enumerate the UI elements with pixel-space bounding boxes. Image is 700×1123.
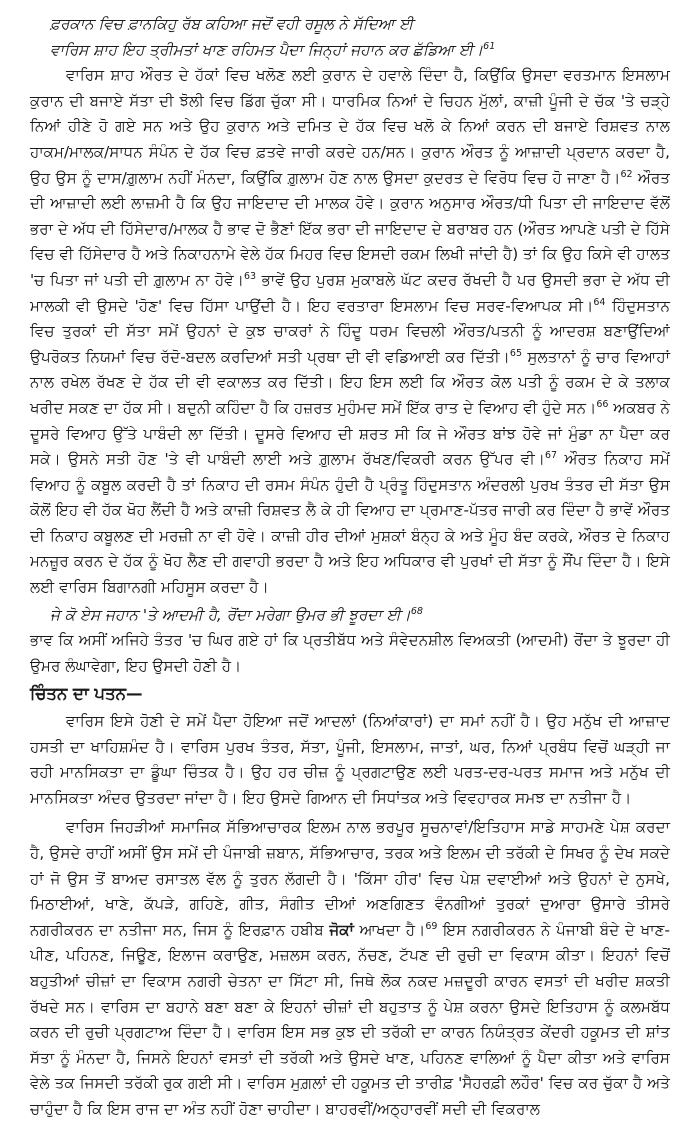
body-paragraph-3: ਵਾਰਿਸ ਇਸੇ ਹੋਣੀ ਦੇ ਸਮੇਂ ਪੈਦਾ ਹੋਇਆ ਜਦੋਂ ਆਦਲਾਂ (ਨਿਆਂਕਾਰਾਂ) ਦਾ ਸਮਾਂ ਨਹੀਂ ਹੈ। ਉਹ ਮਨੁੱਖ ਦੀ ਆਜ਼ਾਦ ਹਸਤੀ ਦਾ ਖਾਹਿਸ਼ਮੰਦ ਹੈ। ਵਾਰਿਸ ਪੁਰਖ ਤੰਤਰ, ਸੱਤਾ, ਪੂੰਜੀ, ਇਸਲਾਮ, ਜਾਤਾਂ, ਘਰ, ਨਿਆਂ ਪ੍ਰਬੰਧ ਵਿਚੋਂ ਘੜ੍ਹੀ ਜਾ ਰਹੀ ਮਾਨਸਿਕਤਾ ਦਾ ਡੂੰਘਾ ਚਿੰਤਕ ਹੈ। ਉਹ ਹਰ ਚੀਜ਼ ਨੂੰ ਪ੍ਰਗਟਾਉਣ ਲਈ ਪਰਤ-ਦਰ-ਪਰਤ ਸਮਾਜ ਅਤੇ ਮਨੁੱਖ ਦੀ ਮਾਨਸਿਕਤਾ ਅੰਦਰ ਉਤਰਦਾ ਜਾਂਦਾ ਹੈ। ਇਹ ਉਸਦੇ ਗਿਆਨ ਦੀ ਸਿਧਾਂਤਕ ਅਤੇ ਵਿਵਹਾਰਕ ਸਮਝ ਦਾ ਨਤੀਜਾ ਹੈ। [30, 712, 670, 807]
verse-block-1 [50, 12, 670, 63]
section-heading: ਚਿੰਤਨ ਦਾ ਪਤਨ— [30, 684, 143, 704]
footnote-ref[interactable]: 64 [593, 296, 606, 308]
footnote-ref[interactable]: 63 [243, 270, 257, 282]
bold-term: ਜੋਕਾਂ [329, 920, 354, 939]
verse-line: ਜੇ ਕੋ ਏਸ ਜਹਾਨ 'ਤੇ ਆਦਮੀ ਹੈ, ਰੋਂਦਾ ਮਰੇਗਾ ਉਮਰ ਭੀ ਝੂਰਦਾ ਈ। [50, 605, 411, 624]
footnote-ref[interactable]: 66 [596, 398, 609, 410]
body-paragraph-1: ਵਾਰਿਸ ਸ਼ਾਹ ਔਰਤ ਦੇ ਹੱਕਾਂ ਵਿਚ ਖਲੋਣ ਲਈ ਕੁਰਾਨ ਦੇ ਹਵਾਲੇ ਦਿੰਦਾ ਹੈ, ਕਿਉਂਕਿ ਉਸਦਾ ਵਰਤਮਾਨ ਇਸਲਾਮ ਕੁਰਾਨ ਦੀ ਬਜਾਏ ਸੱਤਾ ਦੀ ਝੋਲੀ ਵਿਚ ਡਿੱਗ ਚੁੱਕਾ ਸੀ। ਧਾਰਮਿਕ ਨਿਆਂ ਦੇ ਚਿਹਨ ਮੁੱਲਾਂ, ਕਾਜ਼ੀ ਪੂੰਜੀ ਦੇ ਚੱਕ 'ਤੇ ਚੜ੍ਹੇ ਨਿਆਂ ਹੀਣੇ ਹੋ ਗਏ ਸਨ ਅਤੇ ਉਹ ਕੁਰਾਨ ਅਤੇ ਦਮਿਤ ਦੇ ਹੱਕ ਵਿਚ ਖਲੋ ਕੇ ਨਿਆਂ ਕਰਨ ਦੀ ਬਜਾਏ ਰਿਸ਼ਵਤ ਨਾਲ ਹਾਕਮ/ਮਾਲਕ/ਸਾਧਨ ਸੰਪੰਨ ਦੇ ਹੱਕ ਵਿਚ ਫ਼ਤਵੇ ਜਾਰੀ ਕਰਦੇ ਹਨ/ਸਨ। ਕੁਰਾਨ ਔਰਤ ਨੂੰ ਆਜ਼ਾਦੀ ਪ੍ਰਦਾਨ ਕਰਦਾ ਹੈ, ਉਹ ਉਸ ਨੂੰ ਦਾਸ/ਗ਼ੁਲਾਮ ਨਹੀਂ ਮੰਨਦਾ, ਕਿਉਂਕਿ ਗ਼ੁਲਾਮ ਹੋਣ ਨਾਲ ਉਸਦਾ ਕੁਦਰਤ ਦੇ ਵਿਰੋਧ ਵਿਚ ਹੋ ਜਾਣਾ ਹੈ।$^{62}$ ਔਰਤ ਦੀ ਆਜ਼ਾਦੀ ਲਈ ਲਾਜ਼ਮੀ ਹੈ ਕਿ ਉਹ ਜਾਇਦਾਦ ਦੀ ਮਾਲਕ ਹੋਵੇ। ਕੁਰਾਨ ਅਨੁਸਾਰ ਔਰਤ/ਧੀ ਪਿਤਾ ਦੀ ਜਾਇਦਾਦ ਵੱਲੋਂ ਭਰਾ ਦੇ ਅੱਧ ਦੀ ਹਿੱਸੇਦਾਰ/ਮਾਲਕ ਹੈ ਭਾਵ ਦੋ ਭੈਣਾਂ ਇੱਕ ਭਰਾ ਦੀ ਜਾਇਦਾਦ ਦੇ ਬਰਾਬਰ ਹਨ (ਔਰਤ ਆਪਣੇ ਪਤੀ ਦੇ ਹਿੱਸੇ ਵਿਚ ਵੀ ਹਿੱਸੇਦਾਰ ਹੈ ਅਤੇ ਨਿਕਾਹਨਾਮੇ ਵੇਲੇ ਹੱਕ ਮਿਹਰ ਵਿਚ ਇਸਦੀ ਰਕਮ ਲਿਖੀ ਜਾਂਦੀ ਹੈ) ਤਾਂ ਕਿ ਉਹ ਕਿਸੇ ਵੀ ਹਾਲਤ 'ਚ ਪਿਤਾ ਜਾਂ ਪਤੀ ਦੀ ਗ਼ੁਲਾਮ ਨਾ ਹੋਵੇ।$^{63}$ ਭਾਵੇਂ ਉਹ ਪੁਰਸ਼ ਮੁਕਾਬਲੇ ਘੱਟ ਕਦਰ ਰੱਖਦੀ ਹੈ ਪਰ ਉਸਦੀ ਭਰਾ ਦੇ ਅੱਧ ਦੀ ਮਾਲਕੀ ਵੀ ਉਸਦੇ 'ਹੋਣ' ਵਿਚ ਹਿੱਸਾ ਪਾਉਂਦੀ ਹੈ। ਇਹ ਵਰਤਾਰਾ ਇਸਲਾਮ ਵਿਚ ਸਰਵ-ਵਿਆਪਕ ਸੀ।$^{64}$ ਹਿੰਦੁਸਤਾਨ ਵਿਚ ਤੁਰਕਾਂ ਦੀ ਸੱਤਾ ਸਮੇਂ ਉਹਨਾਂ ਦੇ ਕੁਝ ਚਾਕਰਾਂ ਨੇ ਹਿੰਦੂ ਧਰਮ ਵਿਚਲੀ ਔਰਤ/ਪਤਨੀ ਨੂੰ ਆਦਰਸ਼ ਬਣਾਉਂਦਿਆਂ ਉਪਰੋਕਤ ਨਿਯਮਾਂ ਵਿਚ ਰੱਦੋ-ਬਦਲ ਕਰਦਿਆਂ ਸਤੀ ਪ੍ਰਥਾ ਦੀ ਵੀ ਵਡਿਆਈ ਕਰ ਦਿੱਤੀ।$^{65}$ ਸੁਲਤਾਨਾਂ ਨੂੰ ਚਾਰ ਵਿਆਹਾਂ ਨਾਲ ਰਖੇਲ ਰੱਖਣ ਦੇ ਹੱਕ ਦੀ ਵੀ ਵਕਾਲਤ ਕਰ ਦਿੱਤੀ। ਇਹ ਇਸ ਲਈ ਕਿ ਔਰਤ ਕੋਲ ਪਤੀ ਨੂੰ ਰਕਮ ਦੇ ਕੇ ਤਲਾਕ ਖਰੀਦ ਸਕਣ ਦਾ ਹੱਕ ਸੀ। ਬਦੁਨੀ ਕਹਿੰਦਾ ਹੈ ਕਿ ਹਜ਼ਰਤ ਮੁਹੰਮਦ ਸਮੇਂ ਇੱਕ ਰਾਤ ਦੇ ਵਿਆਹ ਵੀ ਹੁੰਦੇ ਸਨ।$^{66}$ ਅਕਬਰ ਨੇ ਦੂਸਰੇ ਵਿਆਹ ਉੱਤੇ ਪਾਬੰਦੀ ਲਾ ਦਿੱਤੀ। ਦੂਸਰੇ ਵਿਆਹ ਦੀ ਸ਼ਰਤ ਸੀ ਕਿ ਜੇ ਔਰਤ ਬਾਂਝ ਹੋਵੇ ਜਾਂ ਮੁੰਡਾ ਨਾ ਪੈਦਾ ਕਰ ਸਕੇ। ਉਸਨੇ ਸਤੀ ਹੋਣ 'ਤੇ ਵੀ ਪਾਬੰਦੀ ਲਾਈ ਅਤੇ ਗ਼ੁਲਾਮ ਰੱਖਣ/ਵਿਕਰੀ ਕਰਨ ਉੱਪਰ ਵੀ।$^{67}$ ਔਰਤ ਨਿਕਾਹ ਸਮੇਂ ਵਿਆਹ ਨੂੰ ਕਬੂਲ ਕਰਦੀ ਹੈ ਤਾਂ ਨਿਕਾਹ ਦੀ ਰਸਮ ਸੰਪੰਨ ਹੁੰਦੀ ਹੈ ਪ੍ਰੰਤੂ ਹਿੰਦੁਸਤਾਨ ਅੰਦਰਲੀ ਪੁਰਖ ਤੰਤਰ ਦੀ ਸੱਤਾ ਉਸ ਕੋਲੋਂ ਇਹ ਵੀ ਹੱਕ ਖੋਹ ਲੈਂਦੀ ਹੈ ਅਤੇ ਕਾਜ਼ੀ ਰਿਸ਼ਵਤ ਲੈ ਕੇ ਹੀ ਵਿਆਹ ਦਾ ਪ੍ਰਮਾਣ-ਪੱਤਰ ਜਾਰੀ ਕਰ ਦਿੰਦਾ ਹੈ ਭਾਵੇਂ ਔਰਤ ਦੀ ਨਿਕਾਹ ਕਬੂਲਣ ਦੀ ਮਰਜ਼ੀ ਨਾ ਵੀ ਹੋਵੇ। ਕਾਜ਼ੀ ਹੀਰ ਦੀਆਂ ਮੁਸ਼ਕਾਂ ਬੰਨ੍ਹ ਕੇ ਅਤੇ ਮੂੰਹ ਬੰਦ ਕਰਕੇ, ਔਰਤ ਦੇ ਨਿਕਾਹ ਮਨਜ਼ੂਰ ਕਰਨ ਦੇ ਹੱਕ ਨੂੰ ਖੋਹ ਲੈਣ ਦੀ ਗਵਾਹੀ ਭਰਦਾ ਹੈ ਅਤੇ ਇਹ ਅਧਿਕਾਰ ਵੀ ਪੁਰਖਾਂ ਦੀ ਸੱਤਾ ਨੂੰ ਸੌਂਪ ਦਿੰਦਾ ਹੈ। ਇਸੇ ਲਈ ਵਾਰਿਸ ਬਿਗਾਨਗੀ ਮਹਿਸੂਸ ਕਰਦਾ ਹੈ। [30, 66, 670, 597]
verse-line-2: ਵਾਰਿਸ ਸ਼ਾਹ ਇਹ ਤ੍ਰੀਮਤਾਂ ਖਾਣ ਰਹਿਮਤ ਪੈਦਾ ਜਿਨ੍ਹਾਂ ਜਹਾਨ ਕਰ ਛੱਡਿਆ ਈ।$^{61}$ [50, 40, 496, 59]
footnote-ref[interactable]: 61 [483, 40, 496, 52]
footnote-ref[interactable]: 65 [509, 347, 522, 359]
verse-line-1: ਫ਼ਰਕਾਨ ਵਿਚ ਫ਼ਾਨਕਿਹੁ ਰੱਬ ਕਹਿਆ ਜਦੋਂ ਵਹੀ ਰਸੂਲ ਨੇ ਸੱਦਿਆ ਈ [50, 15, 414, 33]
body-paragraph-4: ਵਾਰਿਸ ਜਿਹੜੀਆਂ ਸਮਾਜਿਕ ਸੱਭਿਆਚਾਰਕ ਇਲਮ ਨਾਲ ਭਰਪੂਰ ਸੂਚਨਾਵਾਂ/ਇਤਿਹਾਸ ਸਾਡੇ ਸਾਹਮਣੇ ਪੇਸ਼ ਕਰਦਾ ਹੈ, ਉਸਦੇ ਰਾਹੀਂ ਅਸੀਂ ਉਸ ਸਮੇਂ ਦੀ ਪੰਜਾਬੀ ਜ਼ਬਾਨ, ਸੱਭਿਆਚਾਰ, ਤਰਕ ਅਤੇ ਇਲਮ ਦੀ ਤਰੱਕੀ ਦੇ ਸਿਖਰ ਨੂੰ ਦੇਖ ਸਕਦੇ ਹਾਂ ਜੋ ਉਸ ਤੋਂ ਬਾਅਦ ਰਸਾਤਲ ਵੱਲ ਨੂੰ ਤੁਰਨ ਲੱਗਦੀ ਹੈ। 'ਕਿੱਸਾ ਹੀਰ' ਵਿਚ ਪੇਸ਼ ਦਵਾਈਆਂ ਅਤੇ ਉਹਨਾਂ ਦੇ ਨੁਸਖੇ, ਮਿਠਾਈਆਂ, ਖਾਣੇ, ਕੱਪੜੇ, ਗਹਿਣੇ, ਗੀਤ, ਸੰਗੀਤ ਦੀਆਂ ਅਣਗਿਣਤ ਵੰਨਗੀਆਂ ਤੁਰਕਾਂ ਦੁਆਰਾ ਉਸਾਰੇ ਤੀਸਰੇ ਨਗਰੀਕਰਨ ਦਾ ਨਤੀਜਾ ਸਨ, ਜਿਸ ਨੂੰ ਇਰਫ਼ਾਨ ਹਬੀਬ ਜੋਕਾਂ ਆਖਦਾ ਹੈ।$^{69}$ ਇਸ ਨਗਰੀਕਰਨ ਨੇ ਪੰਜਾਬੀ ਬੰਦੇ ਦੇ ਖਾਣ-ਪੀਣ, ਪਹਿਨਣ, ਜਿਊਣ, ਇਲਾਜ ਕਰਾਉਣ, ਮਜ਼ਲਸ ਕਰਨ, ਨੱਚਣ, ਟੱਪਣ ਦੀ ਰੁਚੀ ਦਾ ਵਿਕਾਸ ਕੀਤਾ। ਇਹਨਾਂ ਵਿਚੋਂ ਬਹੁਤੀਆਂ ਚੀਜ਼ਾਂ ਦਾ ਵਿਕਾਸ ਨਗਰੀ ਚੇਤਨਾ ਦਾ ਸਿੱਟਾ ਸੀ, ਜਿਥੇ ਲੋਕ ਨਕਦ ਮਜ਼ਦੂਰੀ ਕਾਰਨ ਵਸਤਾਂ ਦੀ ਖਰੀਦ ਸ਼ਕਤੀ ਰੱਖਦੇ ਸਨ। ਵਾਰਿਸ ਦਾ ਬਹਾਨੇ ਬਣਾ ਬਣਾ ਕੇ ਇਹਨਾਂ ਚੀਜ਼ਾਂ ਦੀ ਬਹੁਤਾਤ ਨੂੰ ਪੇਸ਼ ਕਰਨਾ ਉਸਦੇ ਇਤਿਹਾਸ ਨੂੰ ਕਲਮਬੱਧ ਕਰਨ ਦੀ ਰੁਚੀ ਪ੍ਰਗਟਾਅ ਦਿੰਦਾ ਹੈ। ਵਾਰਿਸ ਇਸ ਸਭ ਕੁਝ ਦੀ ਤਰੱਕੀ ਦਾ ਕਾਰਨ ਨਿਯੰਤ੍ਰਤ ਕੇਂਦਰੀ ਹਕੂਮਤ ਦੀ ਸ਼ਾਂਤ ਸੱਤਾ ਨੂੰ ਮੰਨਦਾ ਹੈ, ਜਿਸਨੇ ਇਹਨਾਂ ਵਸਤਾਂ ਦੀ ਤਰੱਕੀ ਅਤੇ ਉਸਦੇ ਖਾਣ, ਪਹਿਨਣ ਵਾਲਿਆਂ ਨੂੰ ਪੈਦਾ ਕੀਤਾ ਅਤੇ ਵਾਰਿਸ ਵੇਲੇ ਤਕ ਜਿਸਦੀ ਤਰੱਕੀ ਰੁਕ ਗਈ ਸੀ। ਵਾਰਿਸ ਮੁਗ਼ਲਾਂ ਦੀ ਹਕੂਮਤ ਦੀ ਤਾਰੀਫ਼ 'ਸੈਹਰਫ਼ੀ ਲਹੌਰ' ਵਿਚ ਕਰ ਚੁੱਕਾ ਹੈ ਅਤੇ ਚਾਹੁੰਦਾ ਹੈ ਕਿ ਇਸ ਰਾਜ ਦਾ ਅੰਤ ਨਹੀਂ ਹੋਣਾ ਚਾਹੀਦਾ। ਬਾਹਰਵੀਂ/ਅਠ੍ਹਾਰਵੀਂ ਸਦੀ ਦੀ ਵਿਕਰਾਲ [30, 818, 671, 1118]
body-paragraph-2: ਭਾਵ ਕਿ ਅਸੀਂ ਅਜਿਹੇ ਤੰਤਰ 'ਚ ਘਿਰ ਗਏ ਹਾਂ ਕਿ ਪ੍ਰਤੀਬੱਧ ਅਤੇ ਸੰਵੇਦਨਸ਼ੀਲ ਵਿਅਕਤੀ (ਆਦਮੀ) ਰੋਂਦਾ ਤੇ ਝੂਰਦਾ ਹੀ ਉਮਰ ਲੰਘਾਵੇਗਾ, ਇਹ ਉਸਦੀ ਹੋਣੀ ਹੈ। [30, 631, 670, 675]
verse-block-2 [50, 603, 670, 629]
footnote-ref[interactable]: 69 [425, 920, 438, 932]
footnote-ref[interactable]: 68 [410, 605, 423, 617]
footnote-ref[interactable]: 62 [620, 168, 633, 180]
footnote-ref[interactable]: 67 [545, 450, 558, 462]
